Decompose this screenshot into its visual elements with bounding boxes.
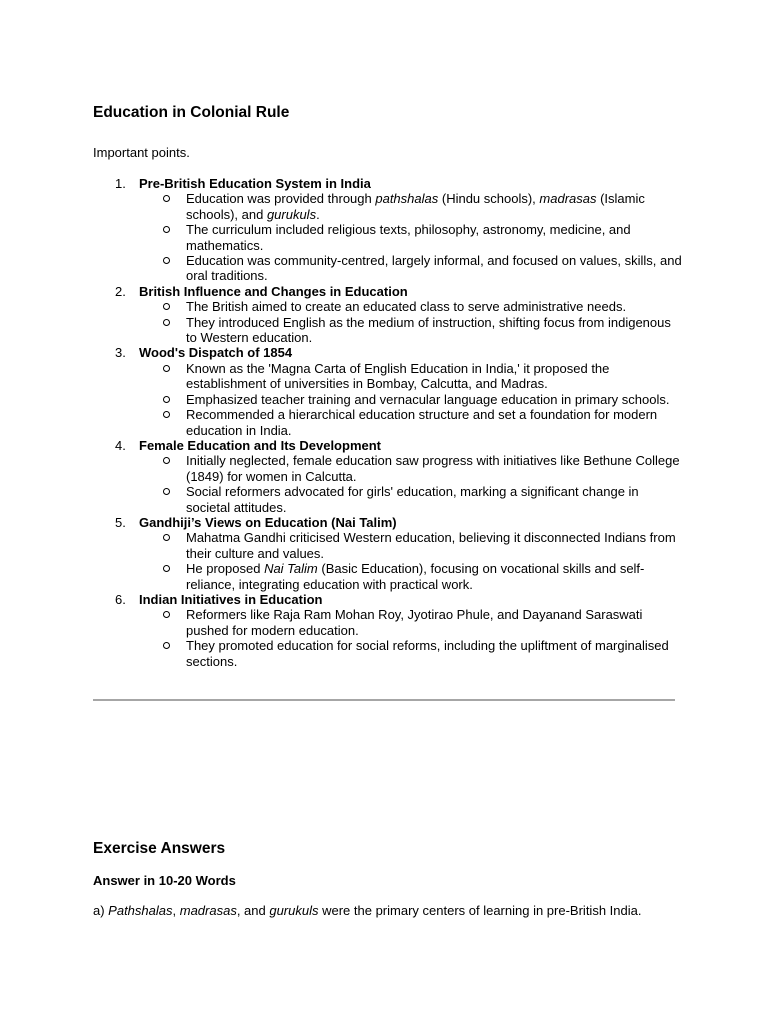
section-title: Gandhiji’s Views on Education (Nai Talim) xyxy=(139,514,397,530)
italic-term: madrasas xyxy=(179,903,237,918)
sub-point xyxy=(139,453,683,484)
text-run: Emphasized teacher training and vernacular language education in primary schools. xyxy=(186,391,670,407)
hollow-bullet-icon xyxy=(163,365,170,372)
italic-term: madrasas xyxy=(539,191,597,207)
section-title: Pre-British Education System in India xyxy=(139,176,371,191)
section-number: 1. xyxy=(115,176,126,191)
text-run: , and xyxy=(236,903,270,918)
hollow-bullet-icon xyxy=(163,226,170,233)
hollow-bullet-icon xyxy=(163,411,170,418)
section-number: 5. xyxy=(115,514,126,530)
italic-term: Nai Talim xyxy=(264,561,318,577)
text-run: They promoted education for social reforms, including the upliftment of marginalised sections. xyxy=(186,638,669,669)
section-title: Female Education and Its Development xyxy=(139,437,381,453)
text-run: . xyxy=(316,206,320,222)
sub-point xyxy=(139,315,683,346)
sub-point xyxy=(139,561,683,592)
text-run: Mahatma Gandhi criticised Western education, believing it disconnected Indians from their culture and values. xyxy=(186,530,676,561)
hollow-bullet-icon xyxy=(163,611,170,618)
intro-text: Important points. xyxy=(93,145,190,160)
exercise-subheading: Answer in 10-20 Words xyxy=(93,873,236,888)
sub-point xyxy=(139,607,683,638)
italic-term: gurukuls xyxy=(266,206,317,222)
sub-point xyxy=(139,392,683,407)
hollow-bullet-icon xyxy=(163,565,170,572)
text-run: Education was community-centred, largely informal, and focused on values, skills, and oral traditions. xyxy=(186,253,682,284)
section-item xyxy=(93,592,683,669)
section-item xyxy=(93,345,683,437)
sub-point xyxy=(139,222,683,253)
sub-point xyxy=(139,638,683,669)
sub-point xyxy=(139,361,683,392)
sub-point xyxy=(139,191,683,222)
hollow-bullet-icon xyxy=(163,642,170,649)
text-run: They introduced English as the medium of instruction, shifting focus from indigenous to Western education. xyxy=(186,314,671,346)
section-item xyxy=(93,438,683,515)
sub-point-list xyxy=(139,607,683,669)
important-points-list xyxy=(93,176,683,669)
text-run: Initially neglected, female education saw progress with initiatives like Bethune College (1849) for women in Calcutta. xyxy=(186,453,680,484)
hollow-bullet-icon xyxy=(163,257,170,264)
section-item xyxy=(93,284,683,346)
exercise-heading: Exercise Answers xyxy=(93,840,226,857)
text-run: Education was provided through xyxy=(186,191,376,207)
text-run: The British aimed to create an educated class to serve administrative needs. xyxy=(186,299,627,315)
hollow-bullet-icon xyxy=(163,303,170,310)
text-run: (Islamic schools), and xyxy=(186,191,645,222)
text-run: Social reformers advocated for girls' education, marking a significant change in societal attitudes. xyxy=(186,484,639,515)
sub-point xyxy=(139,484,683,515)
section-number: 6. xyxy=(115,591,126,607)
text-run: a) xyxy=(93,903,109,918)
text-run: The curriculum included religious texts, philosophy, astronomy, medicine, and mathematics. xyxy=(186,222,631,253)
section-number: 4. xyxy=(115,437,126,453)
text-run: (Hindu schools), xyxy=(438,191,540,207)
section-title: Indian Initiatives in Education xyxy=(139,591,323,607)
sub-point xyxy=(139,407,683,438)
sub-point-list xyxy=(139,299,683,345)
italic-term: Pathshalas xyxy=(108,903,173,918)
section-title: British Influence and Changes in Education xyxy=(139,283,408,299)
text-run: He proposed xyxy=(186,561,265,577)
italic-term: gurukuls xyxy=(269,903,319,918)
text-run: , xyxy=(172,903,180,918)
text-run: Recommended a hierarchical education structure and set a foundation for modern education in India. xyxy=(186,407,658,438)
sub-point-list xyxy=(139,191,683,283)
answer-a xyxy=(93,903,673,918)
sub-point-list xyxy=(139,530,683,592)
sub-point xyxy=(139,299,683,314)
text-run: (Basic Education), focusing on vocational skills and self-reliance, integrating education with practical work. xyxy=(186,561,645,592)
sub-point xyxy=(139,253,683,284)
section-number: 3. xyxy=(115,345,126,361)
page-title: Education in Colonial Rule xyxy=(93,104,290,121)
hollow-bullet-icon xyxy=(163,319,170,326)
text-run: were the primary centers of learning in pre-British India. xyxy=(318,903,642,918)
text-run: Reformers like Raja Ram Mohan Roy, Jyotirao Phule, and Dayanand Saraswati pushed for modern education. xyxy=(186,607,643,638)
hollow-bullet-icon xyxy=(163,457,170,464)
horizontal-divider xyxy=(93,699,675,701)
italic-term: pathshalas xyxy=(375,191,439,207)
section-number: 2. xyxy=(115,283,126,299)
text-run: Known as the 'Magna Carta of English Education in India,' it proposed the establishment of universities in Bombay, Calcutta, and Madras. xyxy=(186,360,610,392)
sub-point-list xyxy=(139,361,683,438)
hollow-bullet-icon xyxy=(163,488,170,495)
sub-point-list xyxy=(139,453,683,515)
section-item xyxy=(93,176,683,284)
sub-point xyxy=(139,530,683,561)
section-title: Wood's Dispatch of 1854 xyxy=(139,345,293,361)
hollow-bullet-icon xyxy=(163,396,170,403)
hollow-bullet-icon xyxy=(163,534,170,541)
hollow-bullet-icon xyxy=(163,195,170,202)
section-item xyxy=(93,515,683,592)
